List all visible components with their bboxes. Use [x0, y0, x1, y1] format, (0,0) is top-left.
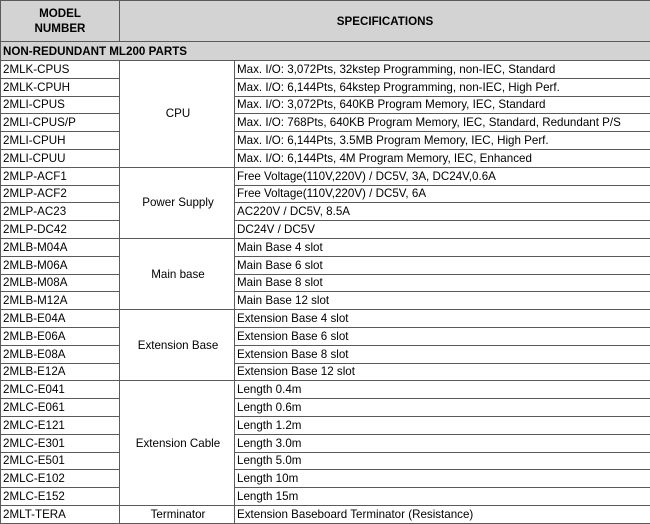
- model-number-cell: 2MLT-TERA: [1, 505, 120, 523]
- model-number-cell: 2MLI-CPUU: [1, 149, 120, 167]
- table-row: [1, 310, 650, 328]
- specification-cell: Main Base 12 slot: [235, 292, 650, 310]
- specification-cell: Extension Base 4 slot: [235, 310, 650, 328]
- table-row: [1, 470, 650, 488]
- model-number-cell: 2MLB-M04A: [1, 238, 120, 256]
- specifications-header: [120, 1, 650, 42]
- model-number-cell: 2MLC-E501: [1, 452, 120, 470]
- table-row: [1, 132, 650, 150]
- specification-cell: Length 0.4m: [235, 381, 650, 399]
- model-number-cell: 2MLK-CPUS: [1, 61, 120, 79]
- model-number-cell: 2MLB-M12A: [1, 292, 120, 310]
- specification-cell: Max. I/O: 6,144Pts, 3.5MB Program Memory, IEC, High Perf.: [235, 132, 650, 150]
- specification-cell: Extension Base 8 slot: [235, 345, 650, 363]
- specification-cell: Free Voltage(110V,220V) / DC5V, 6A: [235, 185, 650, 203]
- model-number-cell: 2MLB-M08A: [1, 274, 120, 292]
- specification-cell: Free Voltage(110V,220V) / DC5V, 3A, DC24V,0.6A: [235, 167, 650, 185]
- table-row: [1, 185, 650, 203]
- section-title: NON-REDUNDANT ML200 PARTS: [1, 42, 650, 61]
- specification-cell: Extension Baseboard Terminator (Resistance): [235, 505, 650, 523]
- model-number-cell: 2MLI-CPUH: [1, 132, 120, 150]
- table-row: [1, 203, 650, 221]
- model-number-cell: 2MLP-ACF2: [1, 185, 120, 203]
- model-number-cell: 2MLC-E121: [1, 416, 120, 434]
- model-number-cell: 2MLC-E301: [1, 434, 120, 452]
- table-row: [1, 327, 650, 345]
- table-row: [1, 61, 650, 79]
- model-number-cell: 2MLC-E041: [1, 381, 120, 399]
- table-row: [1, 274, 650, 292]
- model-number-cell: 2MLB-M06A: [1, 256, 120, 274]
- category-cell: CPU: [120, 61, 235, 168]
- model-number-cell: 2MLP-DC42: [1, 221, 120, 239]
- specification-cell: Max. I/O: 3,072Pts, 32kstep Programming, non-IEC, Standard: [235, 61, 650, 79]
- model-number-cell: 2MLC-E152: [1, 488, 120, 506]
- table-row: [1, 221, 650, 239]
- specification-cell: Main Base 8 slot: [235, 274, 650, 292]
- model-number-cell: 2MLI-CPUS: [1, 96, 120, 114]
- specification-cell: Max. I/O: 6,144Pts, 64kstep Programming, non-IEC, High Perf.: [235, 78, 650, 96]
- specification-cell: Length 3.0m: [235, 434, 650, 452]
- model-number-cell: 2MLI-CPUS/P: [1, 114, 120, 132]
- category-cell: Extension Cable: [120, 381, 235, 506]
- specification-cell: Length 15m: [235, 488, 650, 506]
- specification-cell: Length 5.0m: [235, 452, 650, 470]
- category-cell: Extension Base: [120, 310, 235, 381]
- table-row: [1, 78, 650, 96]
- table-row: [1, 381, 650, 399]
- specification-cell: Main Base 6 slot: [235, 256, 650, 274]
- specification-cell: Main Base 4 slot: [235, 238, 650, 256]
- table-row: [1, 399, 650, 417]
- table-header-row: [1, 1, 650, 42]
- specification-cell: Max. I/O: 6,144Pts, 4M Program Memory, IEC, Enhanced: [235, 149, 650, 167]
- model-number-cell: 2MLB-E12A: [1, 363, 120, 381]
- category-cell: Main base: [120, 238, 235, 309]
- table-row: [1, 256, 650, 274]
- category-cell: Terminator: [120, 505, 235, 523]
- specification-cell: Length 0.6m: [235, 399, 650, 417]
- model-number-cell: 2MLC-E102: [1, 470, 120, 488]
- table-row: [1, 505, 650, 523]
- table-row: [1, 149, 650, 167]
- model-number-cell: 2MLB-E08A: [1, 345, 120, 363]
- table-row: [1, 238, 650, 256]
- model-number-cell: 2MLP-ACF1: [1, 167, 120, 185]
- model-number-cell: 2MLB-E06A: [1, 327, 120, 345]
- table-row: [1, 167, 650, 185]
- section-title-row: [1, 42, 650, 61]
- category-cell: Power Supply: [120, 167, 235, 238]
- table-row: [1, 452, 650, 470]
- specification-cell: Max. I/O: 3,072Pts, 640KB Program Memory, IEC, Standard: [235, 96, 650, 114]
- specification-cell: Extension Base 12 slot: [235, 363, 650, 381]
- table-row: [1, 363, 650, 381]
- model-number-header-label: MODEL NUMBER: [35, 7, 86, 35]
- specification-cell: Max. I/O: 768Pts, 640KB Program Memory, IEC, Standard, Redundant P/S: [235, 114, 650, 132]
- table-row: [1, 434, 650, 452]
- table-row: [1, 416, 650, 434]
- table-row: [1, 114, 650, 132]
- table-row: [1, 96, 650, 114]
- table-row: [1, 345, 650, 363]
- model-number-cell: 2MLC-E061: [1, 399, 120, 417]
- table-row: [1, 292, 650, 310]
- table-row: [1, 488, 650, 506]
- specifications-header-label: SPECIFICATIONS: [337, 15, 433, 28]
- specification-cell: Length 1.2m: [235, 416, 650, 434]
- specification-cell: Length 10m: [235, 470, 650, 488]
- model-number-header: [1, 1, 120, 42]
- specification-cell: Extension Base 6 slot: [235, 327, 650, 345]
- model-number-cell: 2MLB-E04A: [1, 310, 120, 328]
- model-number-cell: 2MLK-CPUH: [1, 78, 120, 96]
- specification-cell: DC24V / DC5V: [235, 221, 650, 239]
- model-number-cell: 2MLP-AC23: [1, 203, 120, 221]
- specification-cell: AC220V / DC5V, 8.5A: [235, 203, 650, 221]
